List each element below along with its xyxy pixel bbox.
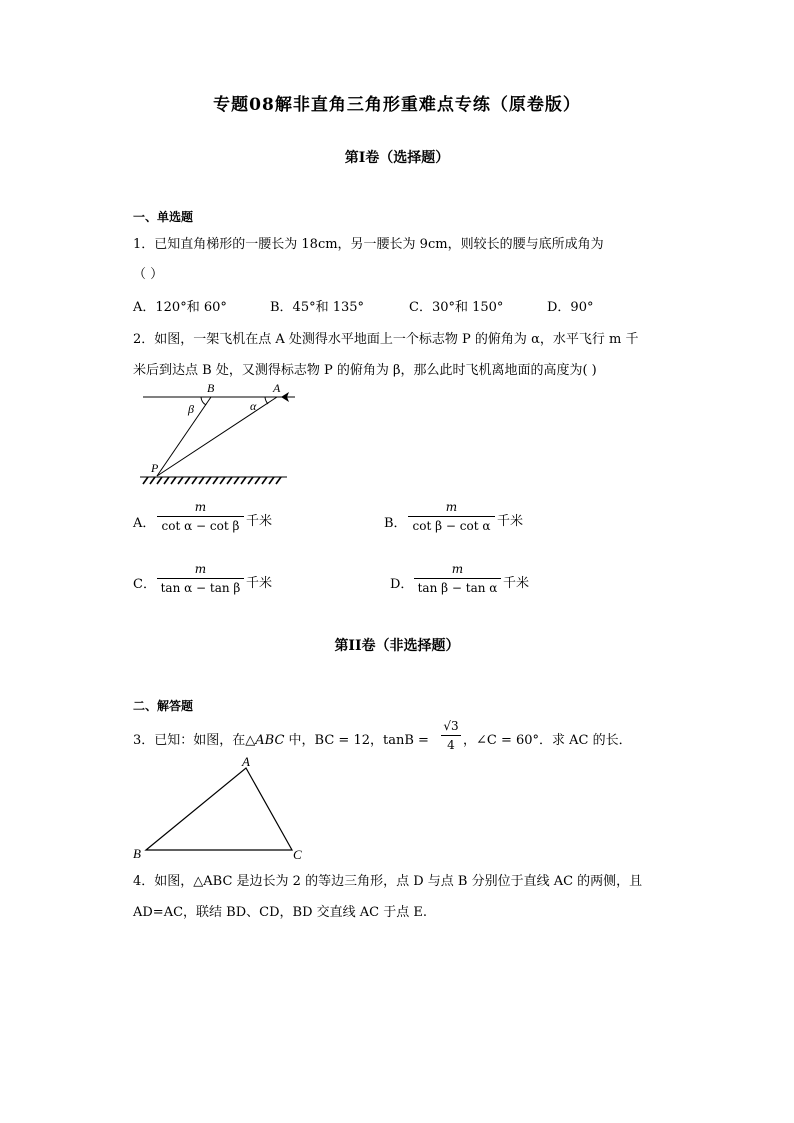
triangle-abc [146, 768, 292, 850]
label-b: B [207, 381, 215, 395]
fraction-numerator: m [445, 500, 458, 514]
q2-option-c-fraction [157, 560, 244, 597]
sightline-ap [157, 397, 277, 476]
q2-option-c-letter: C． [133, 577, 156, 592]
part1-heading: 第I卷（选择题） [344, 150, 450, 166]
q3-suffix: ，∠C = 60°．求 AC 的长． [463, 733, 632, 748]
q2-option-d-unit: 千米 [503, 576, 530, 591]
section1-heading: 一、单选题 [133, 210, 194, 224]
q3-stem [133, 729, 429, 748]
q2-option-b-fraction [408, 498, 495, 535]
q1-stem-line2: （ ） [133, 267, 164, 282]
q2-option-a-unit: 千米 [246, 514, 273, 529]
q1-option-a: A．120°和 60° [133, 300, 227, 315]
q4-stem-line1: 4．如图，△ABC 是边长为 2 的等边三角形，点 D 与点 B 分别位于直线 AC 的两侧，且 [133, 874, 643, 889]
beta-arc [201, 397, 206, 405]
q1-stem-line1: 1．已知直角梯形的一腰长为 18cm，另一腰长为 9cm，则较长的腰与底所成角为 [133, 237, 604, 252]
q2-stem-line2: 米后到达点 B 处，又测得标志物 P 的俯角为 β，那么此时飞机离地面的高度为( ) [133, 363, 597, 378]
label-a: A [242, 754, 250, 769]
label-c: C [293, 847, 302, 862]
q1-option-b: B．45°和 135° [270, 300, 365, 315]
q3-triangle: △ABC [245, 733, 285, 748]
part2-heading: 第II卷（非选择题） [334, 638, 460, 654]
fraction-denominator: cot β − cot α [412, 519, 491, 533]
label-p: P [151, 461, 159, 475]
q2-option-a-letter: A． [133, 516, 156, 531]
fraction-numerator: m [451, 562, 464, 576]
q2-stem-line1: 2．如图，一架飞机在点 A 处测得水平地面上一个标志物 P 的俯角为 α，水平飞行 m 千 [133, 332, 639, 347]
q2-option-a-fraction [157, 498, 244, 535]
label-a: A [273, 381, 281, 395]
fraction-denominator: cot α − cot β [161, 519, 240, 533]
label-alpha: α [250, 399, 257, 413]
q3-prefix: 3．已知：如图，在 [133, 733, 246, 748]
fraction-numerator: m [194, 562, 207, 576]
fraction-denominator: tan β − tan α [417, 581, 498, 595]
ground-hatching [143, 477, 281, 484]
alpha-arc [265, 397, 268, 404]
fraction-denominator: tan α − tan β [160, 581, 241, 595]
q3-triangle-figure [130, 752, 310, 862]
q2-option-c-unit: 千米 [246, 576, 273, 591]
fraction-denominator: 4 [447, 738, 455, 752]
label-b: B [133, 846, 141, 861]
q2-option-b-letter: B． [384, 516, 407, 531]
q1-option-c: C．30°和 150° [409, 300, 504, 315]
fraction-numerator: √3 [443, 719, 459, 733]
q2-option-d-letter: D． [390, 577, 414, 592]
q3-middle: 中，BC = 12，tanB = [284, 733, 429, 748]
q2-option-d-fraction [414, 560, 501, 597]
document-title: 专题08解非直角三角形重难点专练（原卷版） [213, 95, 581, 115]
q2-airplane-figure [135, 380, 305, 488]
label-beta: β [188, 402, 194, 416]
section2-heading: 二、解答题 [133, 699, 194, 713]
sightline-bp [157, 397, 211, 476]
q4-stem-line2: AD=AC，联结 BD、CD，BD 交直线 AC 于点 E. [133, 905, 427, 920]
q2-option-b-unit: 千米 [497, 514, 524, 529]
fraction-numerator: m [194, 500, 207, 514]
q3-tan-fraction [441, 717, 461, 754]
q1-option-d: D．90° [547, 300, 594, 315]
